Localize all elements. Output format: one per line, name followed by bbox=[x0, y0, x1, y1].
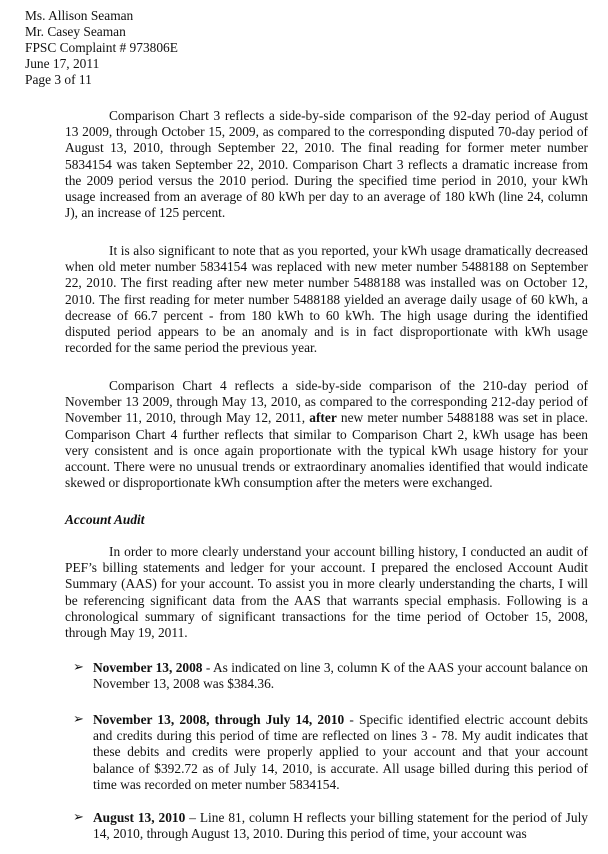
arrow-bullet-icon: ➢ bbox=[73, 810, 84, 825]
paragraph-text-after: new meter number 5488188 was set in place. Comparison Chart 4 further reflects that similar to Comparison Chart 2, kWh usage has been very consistent and is once again proportionate with the typical kWh usage history for your account. There were no unusual trends or extraordinary anomalies identified that would indicate skewed or disproportionate kWh consumption after the meters were exchanged. bbox=[65, 410, 588, 491]
bullet-date: August 13, 2010 bbox=[93, 810, 186, 825]
recipient-name-2: Mr. Casey Seaman bbox=[25, 24, 126, 39]
letter-header bbox=[25, 8, 178, 88]
paragraph-meter-replacement: It is also significant to note that as you reported, your kWh usage dramatically decreased when old meter number 5834154 was replaced with new meter number 5488188 on September 22, 2010. The first reading after new meter number 5488188 was installed was on October 12, 2010. The first reading for meter number 5488188 yielded an average daily usage of 60 kWh, a decrease of 66.7 percent - from 180 kWh to 60 kWh. The high usage during the identified disputed period appears to be an anomaly and is in fact disproportionate with kWh usage recorded for the same period the previous year. bbox=[65, 243, 588, 356]
paragraph-account-audit: In order to more clearly understand your account billing history, I conducted an audit of PEF’s billing statements and ledger for your account. I prepared the enclosed Account Audit Summary (AAS) for your account. To assist you in more clearly understanding the charts, I will be referencing significant data from the AAS that warrants special emphasis. Following is a chronological summary of significant transactions for the time period of October 15, 2008, through May 19, 2011. bbox=[65, 544, 588, 641]
emphasis-after: after bbox=[309, 410, 337, 426]
bullet-body: - As indicated on line 3, column K of the AAS your account balance on November 13, 2008 was $384.36. bbox=[93, 660, 588, 692]
bullet-text bbox=[93, 810, 588, 842]
bullet-item-aug-2010 bbox=[65, 810, 588, 842]
bullet-date: November 13, 2008, through July 14, 2010 bbox=[93, 712, 345, 727]
bullet-date: November 13, 2008 bbox=[93, 660, 203, 675]
paragraph-comparison-chart-4 bbox=[65, 378, 588, 491]
bullet-text bbox=[93, 712, 588, 793]
letter-date: June 17, 2011 bbox=[25, 56, 100, 71]
paragraph-text-before: Comparison Chart 4 reflects a side-by-side comparison of the 210-day period of November 13 2009, through May 13, 2010, as compared to the corresponding 212-day period of November 11, 2010, through May 12, 2011, bbox=[65, 378, 588, 426]
page-number: Page 3 of 11 bbox=[25, 72, 92, 87]
recipient-name-1: Ms. Allison Seaman bbox=[25, 8, 134, 23]
bullet-text bbox=[93, 660, 588, 692]
arrow-bullet-icon: ➢ bbox=[73, 712, 84, 727]
bullet-item-nov-2008-jul-2010 bbox=[65, 712, 588, 793]
complaint-number: FPSC Complaint # 973806E bbox=[25, 40, 178, 55]
bullet-item-nov-2008 bbox=[65, 660, 588, 692]
bullet-body: - Specific identified electric account debits and credits during this period of time are reflected on lines 3 - 78. My audit indicates that these debits and credits were properly applied to your account and that your account balance of $392.72 as of July 14, 2010, is accurate. All usage billed during this period of time was recorded on meter number 5834154. bbox=[93, 712, 588, 792]
paragraph-comparison-chart-3: Comparison Chart 3 reflects a side-by-side comparison of the 92-day period of August 13 2009, through October 15, 2009, as compared to the corresponding disputed 70-day period of August 13, 2010, through September 22, 2010. The final reading for former meter number 5834154 was taken September 22, 2010. Comparison Chart 3 reflects a dramatic increase from the 2009 period versus the 2010 period. During the specified time period in 2010, your kWh usage increased from an average of 80 kWh per day to an average of 180 kWh (line 24, column J), an increase of 125 percent. bbox=[65, 108, 588, 221]
arrow-bullet-icon: ➢ bbox=[73, 660, 84, 675]
section-title-account-audit: Account Audit bbox=[65, 512, 145, 527]
bullet-body: – Line 81, column H reflects your billing statement for the period of July 14, 2010, through August 13, 2010. During this period of time, your account was bbox=[93, 810, 588, 842]
